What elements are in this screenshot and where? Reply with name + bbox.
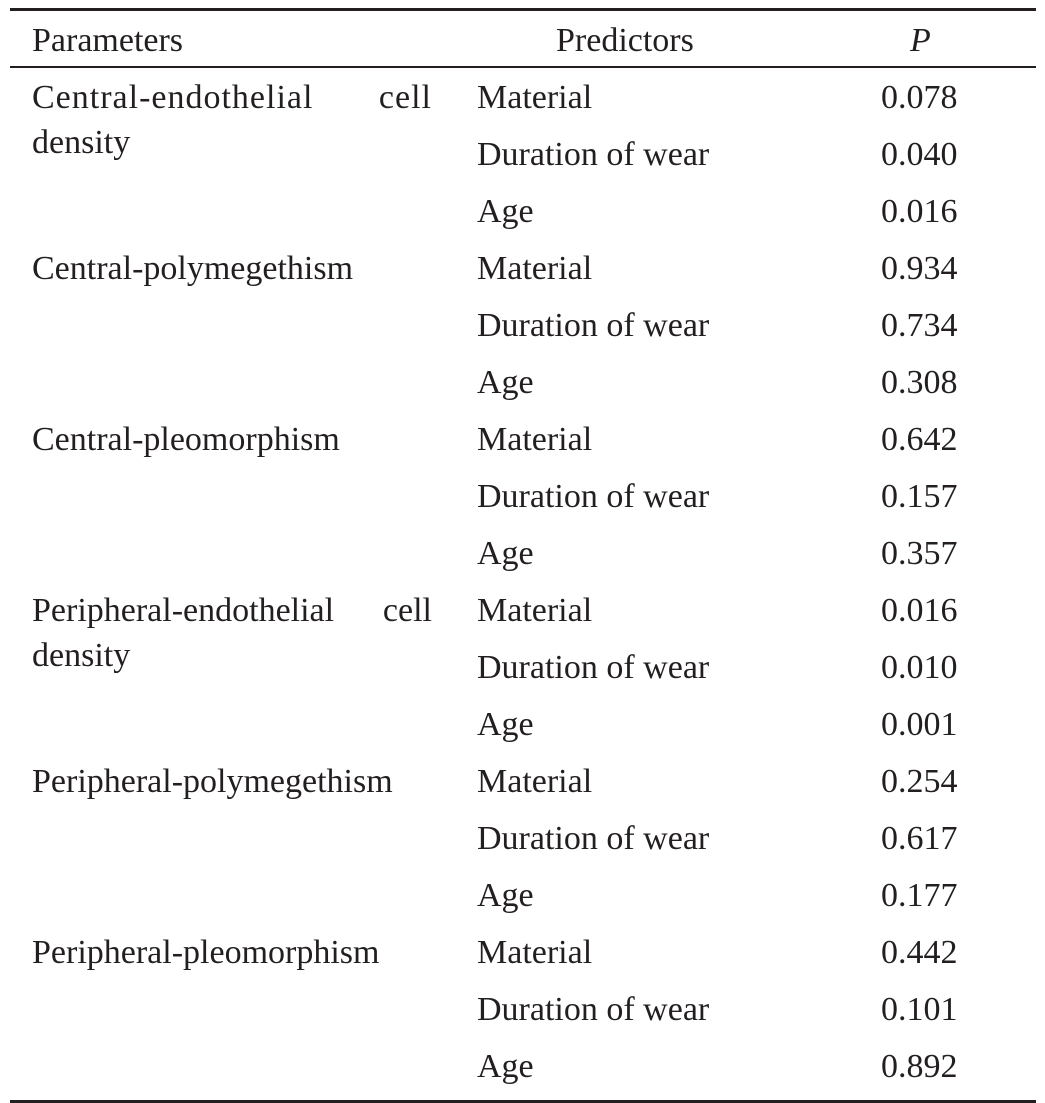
p-value-cell: 0.892 (881, 1048, 958, 1085)
table-row (10, 980, 1036, 1037)
parameter-label: Peripheral-polymegethism (32, 763, 393, 800)
p-value-cell: 0.177 (881, 877, 958, 914)
predictor-cell: Age (477, 535, 534, 572)
table-row (10, 125, 1036, 182)
table-row (10, 410, 1036, 467)
predictor-cell: Material (477, 250, 593, 287)
parameter-group (10, 923, 1036, 1094)
p-value-cell: 0.642 (881, 421, 958, 458)
table-row (10, 581, 1036, 638)
table-body (10, 68, 1036, 1094)
p-value-cell: 0.078 (881, 79, 958, 116)
table-row (10, 638, 1036, 695)
p-value-cell: 0.040 (881, 136, 958, 173)
p-value-cell: 0.016 (881, 193, 958, 230)
table-row (10, 182, 1036, 239)
predictor-cell: Age (477, 706, 534, 743)
predictor-cell: Material (477, 763, 593, 800)
parameter-label: Central-polymegethism (32, 250, 354, 287)
table-row (10, 353, 1036, 410)
parameter-label: Central-pleomorphism (32, 421, 340, 458)
parameter-group (10, 752, 1036, 923)
table-row (10, 467, 1036, 524)
parameter-label: Peripheral-pleomorphism (32, 934, 380, 971)
table-row (10, 239, 1036, 296)
table-row (10, 809, 1036, 866)
parameter-label: Central-endothelial cell (32, 79, 432, 116)
p-value-cell: 0.442 (881, 934, 958, 971)
predictor-cell: Duration of wear (477, 991, 710, 1028)
parameter-group (10, 239, 1036, 410)
predictor-cell: Material (477, 421, 593, 458)
table-row (10, 695, 1036, 752)
p-value-cell: 0.254 (881, 763, 958, 800)
table-header-row (10, 11, 1036, 66)
p-value-cell: 0.734 (881, 307, 958, 344)
p-value-cell: 0.001 (881, 706, 958, 743)
parameter-label: Peripheral-endothelial cell (32, 592, 432, 629)
table-row (10, 296, 1036, 353)
predictor-cell: Age (477, 877, 534, 914)
p-value-cell: 0.934 (881, 250, 958, 287)
table-row (10, 68, 1036, 125)
predictor-cell: Duration of wear (477, 649, 710, 686)
header-predictors: Predictors (556, 22, 694, 59)
parameter-group (10, 68, 1036, 239)
predictor-cell: Duration of wear (477, 136, 710, 173)
p-value-cell: 0.617 (881, 820, 958, 857)
table-row (10, 752, 1036, 809)
predictor-cell: Age (477, 364, 534, 401)
p-value-cell: 0.016 (881, 592, 958, 629)
table-row (10, 866, 1036, 923)
predictor-cell: Age (477, 193, 534, 230)
predictor-cell: Duration of wear (477, 478, 710, 515)
table-row (10, 1037, 1036, 1094)
p-value-cell: 0.157 (881, 478, 958, 515)
predictor-cell: Material (477, 592, 593, 629)
header-p-value: P (910, 22, 931, 59)
predictor-cell: Material (477, 79, 593, 116)
p-value-cell: 0.308 (881, 364, 958, 401)
parameter-group (10, 410, 1036, 581)
predictor-cell: Duration of wear (477, 307, 710, 344)
predictor-cell: Material (477, 934, 593, 971)
p-value-cell: 0.101 (881, 991, 958, 1028)
parameter-group (10, 581, 1036, 752)
parameter-label-continued: density (32, 637, 131, 674)
predictor-cell: Duration of wear (477, 820, 710, 857)
results-table (10, 8, 1036, 1103)
parameter-label-continued: density (32, 124, 131, 161)
table-row (10, 923, 1036, 980)
table-row (10, 524, 1036, 581)
p-value-cell: 0.010 (881, 649, 958, 686)
p-value-cell: 0.357 (881, 535, 958, 572)
header-parameters: Parameters (32, 22, 184, 59)
predictor-cell: Age (477, 1048, 534, 1085)
